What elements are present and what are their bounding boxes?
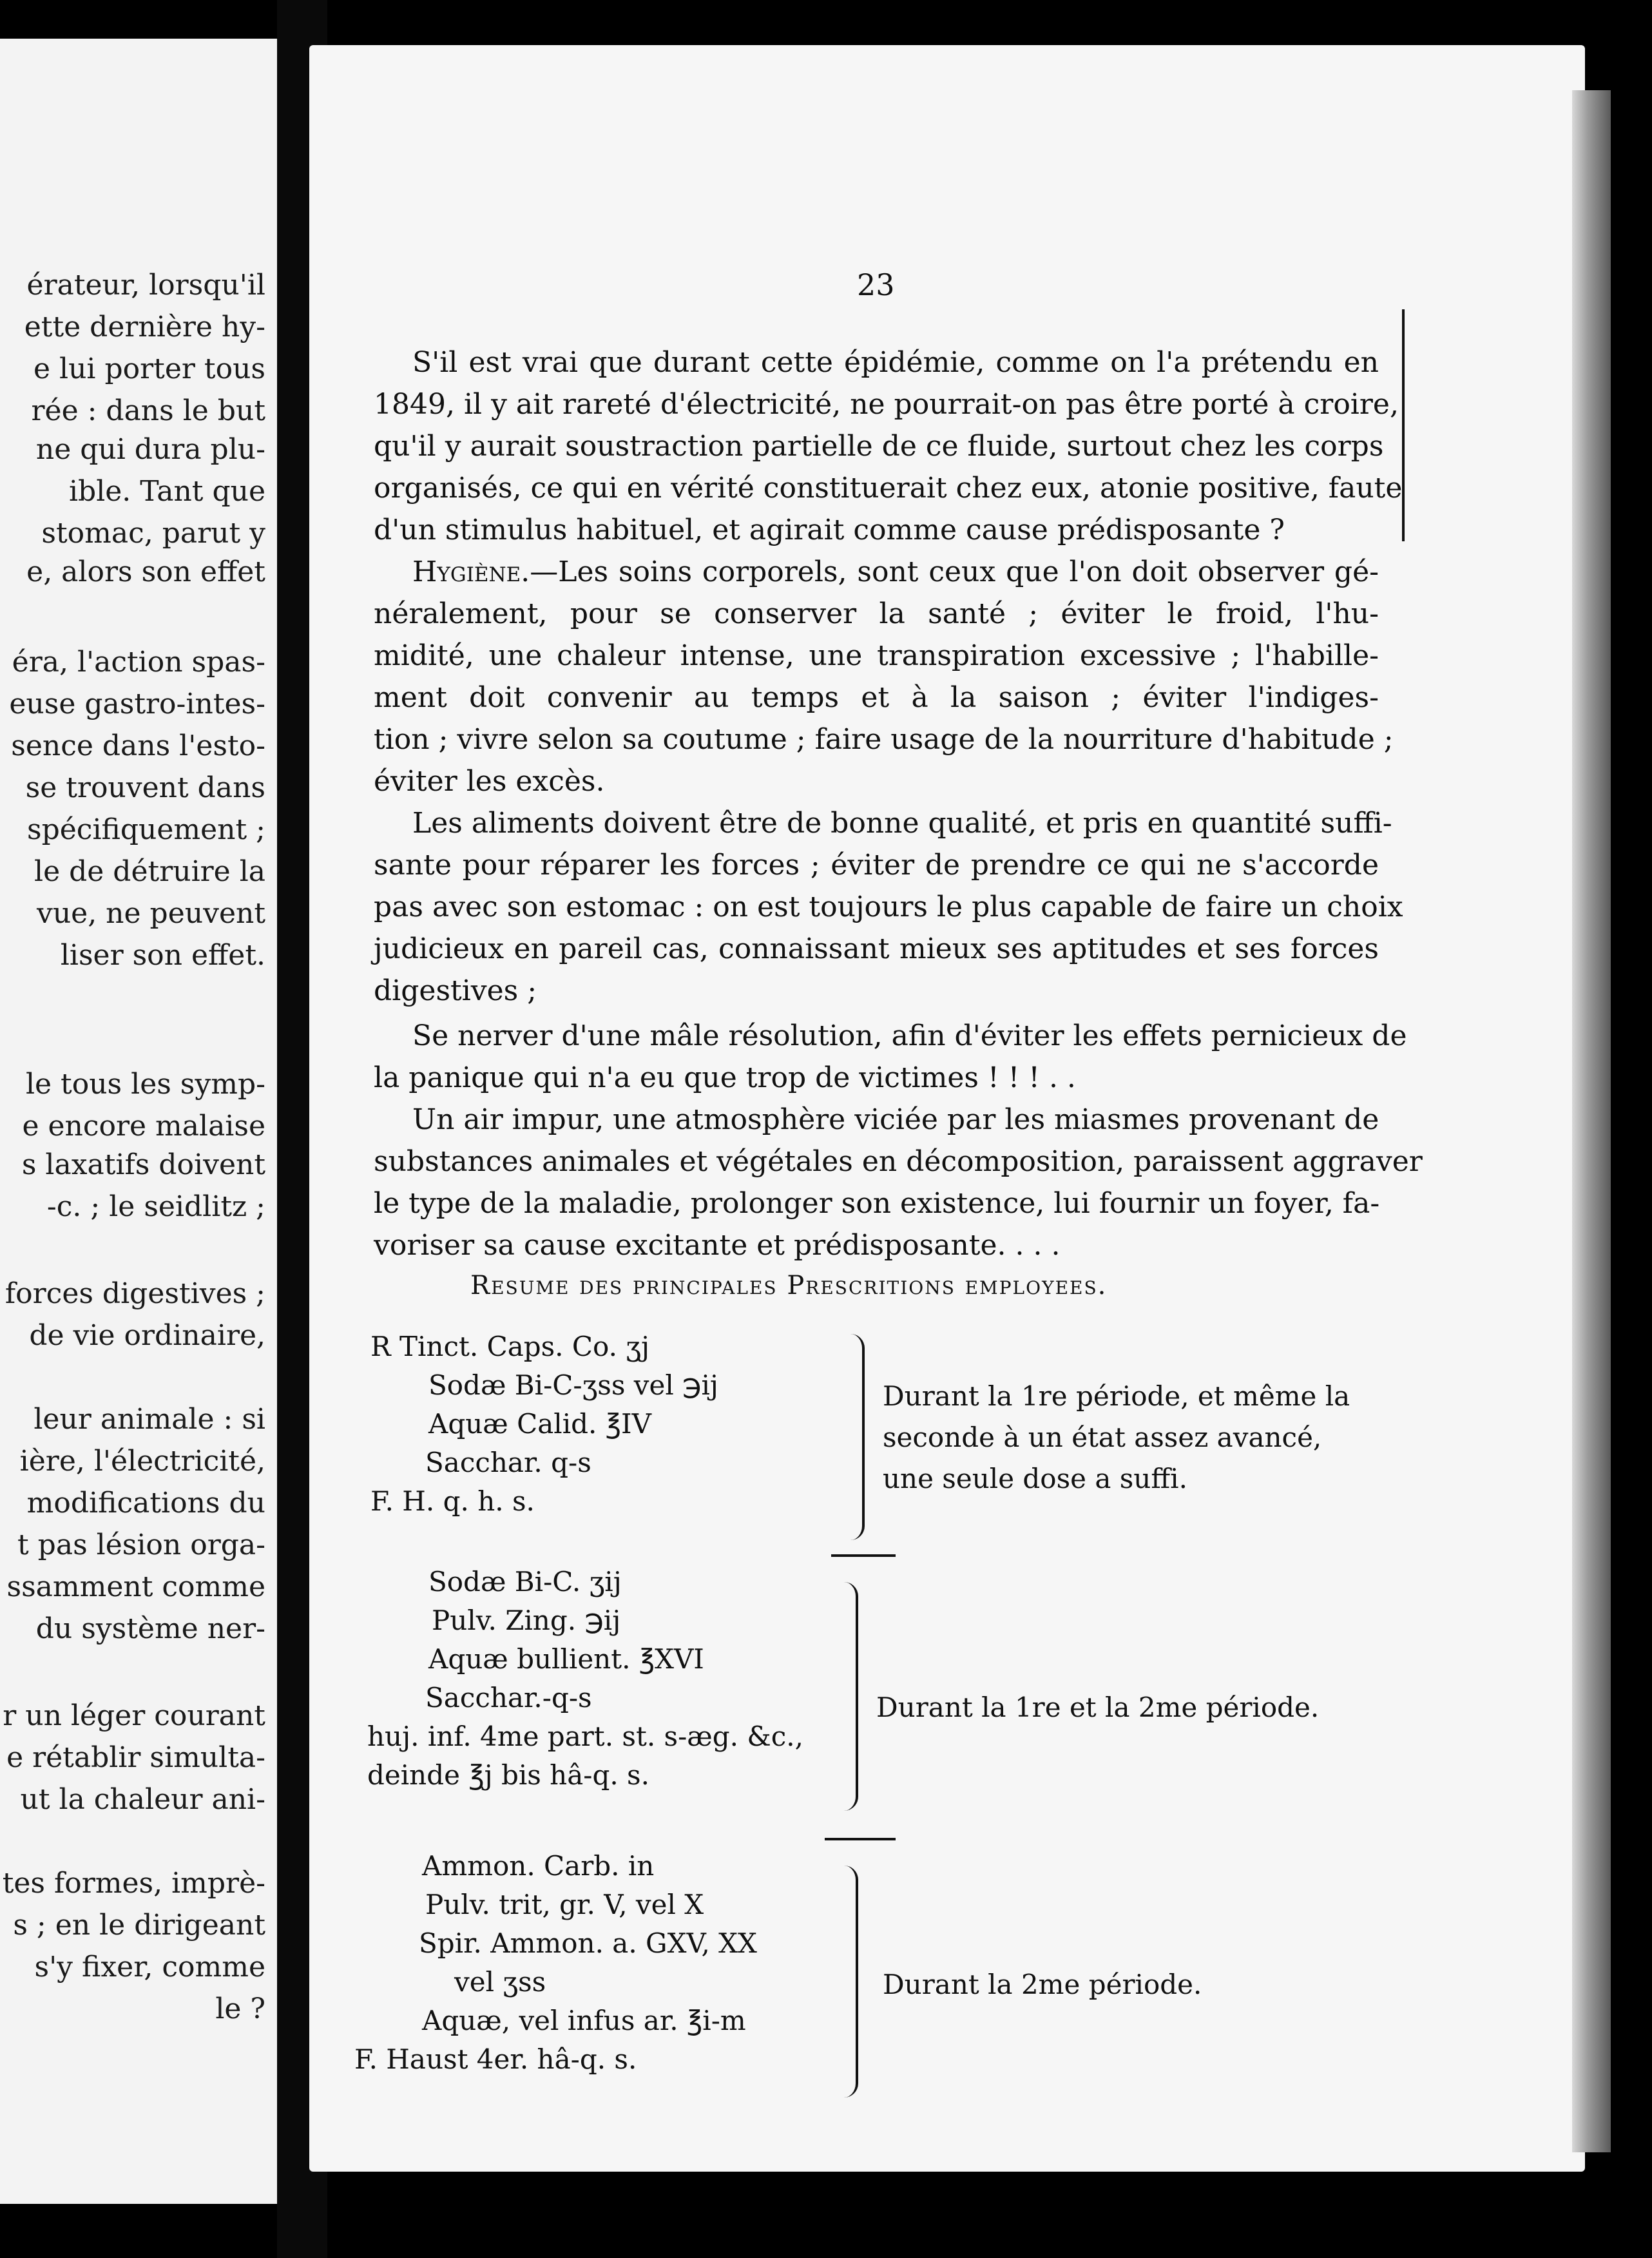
rx-line: Spir. Ammon. a. GXV, XX	[419, 1927, 757, 1959]
text-line: digestives ;	[374, 974, 537, 1007]
text-line: le type de la maladie, prolonger son existence, lui fournir un foyer, fa-	[374, 1187, 1380, 1220]
separator-rule	[831, 1554, 896, 1557]
rx-line: Sodæ Bi-C-ʒss vel ℈ij	[428, 1369, 718, 1401]
left-page-line: érateur, lorsqu'il	[26, 269, 265, 302]
left-page-line: de vie ordinaire,	[29, 1319, 265, 1352]
left-page-line: le tous les symp-	[25, 1068, 265, 1101]
left-page-line: sence dans l'esto-	[11, 729, 265, 762]
left-page-line: le de détruire la	[34, 855, 265, 888]
left-page-line: modifications du	[26, 1487, 265, 1520]
rx-line: Sacchar. q-s	[425, 1447, 591, 1478]
text-line: organisés, ce qui en vérité constituerait chez eux, atonie positive, faute	[374, 472, 1403, 505]
left-page-line: liser son effet.	[60, 939, 265, 972]
text-line	[374, 551, 1379, 593]
left-page-line: vue, ne peuvent	[36, 897, 265, 930]
paragraph-aliments	[374, 802, 1403, 1012]
left-page-line: le ?	[215, 1993, 265, 2025]
left-page-line: s laxatifs doivent	[21, 1148, 265, 1181]
rx-line: Pulv. Zing. ℈ij	[432, 1605, 621, 1636]
left-page-line: ne qui dura plu-	[35, 433, 265, 466]
text-line: voriser sa cause excitante et prédisposante. . . .	[374, 1229, 1061, 1262]
rx-line: Ammon. Carb. in	[422, 1850, 655, 1882]
margin-bracket	[1392, 309, 1405, 541]
rx-line: Aquæ Calid. ℥IV	[428, 1408, 651, 1440]
text-line: 1849, il y ait rareté d'électricité, ne pourrait-on pas être porté à croire,	[374, 388, 1399, 421]
left-page	[0, 39, 277, 2204]
section-label: Hygiène.	[412, 555, 530, 588]
curly-brace	[850, 1334, 865, 1540]
note-line: Durant la 1re et la 2me période.	[876, 1692, 1320, 1723]
text-line: midité, une chaleur intense, une transpiration excessive ; l'habille-	[374, 639, 1379, 672]
section-heading: Resume des principales Prescritions employees.	[470, 1271, 1108, 1300]
text-line: qu'il y aurait soustraction partielle de ce fluide, surtout chez les corps	[374, 430, 1384, 463]
left-page-line: ette dernière hy-	[24, 311, 265, 343]
note-line: Durant la 2me période.	[883, 1969, 1202, 2000]
note-line: seconde à un état assez avancé,	[883, 1422, 1322, 1453]
rx-line: deinde ℥j bis hâ-q. s.	[367, 1759, 649, 1791]
left-page-line: se trouvent dans	[25, 771, 265, 804]
text-line: pas avec son estomac : on est toujours le plus capable de faire un choix	[374, 891, 1403, 923]
left-page-line: ible. Tant que	[68, 475, 265, 508]
page-number: 23	[857, 267, 895, 302]
left-page-line: e, alors son effet	[26, 555, 265, 588]
text-line: d'un stimulus habituel, et agirait comme cause prédisposante ?	[374, 514, 1285, 546]
left-page-line: s'y fixer, comme	[34, 1951, 265, 1983]
paragraph-air	[374, 1099, 1423, 1266]
left-page-line: r un léger courant	[3, 1699, 265, 1732]
text-line: éviter les excès.	[374, 765, 605, 798]
left-page-line: e encore malaise	[22, 1110, 265, 1143]
left-page-line: e rétablir simulta-	[6, 1741, 265, 1774]
prescription-2	[367, 1563, 803, 1795]
note-line: une seule dose a suffi.	[883, 1463, 1187, 1494]
curly-brace	[844, 1582, 858, 1811]
left-page-line: du système ner-	[35, 1612, 265, 1645]
text-line: tion ; vivre selon sa coutume ; faire usage de la nourriture d'habitude ;	[374, 723, 1394, 756]
left-page-line: tes formes, imprè-	[2, 1867, 265, 1900]
paragraph-hygiene	[374, 551, 1394, 802]
rx-line: Sacchar.-q-s	[425, 1682, 592, 1713]
left-page-line: forces digestives ;	[5, 1277, 265, 1310]
rx-line: R Tinct. Caps. Co. ʒj	[370, 1331, 650, 1362]
text-line: sante pour réparer les forces ; éviter de prendre ce qui ne s'accorde	[374, 849, 1379, 882]
rx-line: Pulv. trit, gr. V, vel X	[425, 1889, 704, 1920]
paragraph-resolution	[374, 1015, 1407, 1099]
text-line: néralement, pour se conserver la santé ; éviter le froid, l'hu-	[374, 597, 1379, 630]
text-line: substances animales et végétales en décomposition, paraissent aggraver	[374, 1145, 1423, 1178]
left-page-line: spécifiquement ;	[27, 813, 265, 846]
rx-line: F. H. q. h. s.	[370, 1485, 535, 1517]
text-line: ment doit convenir au temps et à la saison ; éviter l'indiges-	[374, 681, 1379, 714]
text-line: la panique qui n'a eu que trop de victimes ! ! ! . .	[374, 1061, 1076, 1094]
left-page-line: s ; en le dirigeant	[13, 1909, 265, 1942]
text-line-rest: —Les soins corporels, sont ceux que l'on doit observer gé-	[530, 555, 1379, 588]
text-line: Se nerver d'une mâle résolution, afin d'éviter les effets pernicieux de	[412, 1019, 1407, 1052]
rx-line: vel ʒss	[454, 1966, 546, 1998]
page-edge-shadow	[1572, 90, 1611, 2152]
curly-brace	[844, 1866, 858, 2098]
left-page-line: -c. ; le seidlitz ;	[46, 1190, 265, 1223]
note-line: Durant la 1re période, et même la	[883, 1380, 1350, 1412]
left-page-line: stomac, parut y	[41, 517, 265, 550]
rx-line: huj. inf. 4me part. st. s-æg. &c.,	[367, 1721, 803, 1752]
left-page-line: euse gastro-intes-	[9, 688, 265, 720]
prescription-1	[370, 1327, 718, 1521]
left-page-line: e lui porter tous	[33, 352, 265, 385]
left-page-line: ière, l'électricité,	[19, 1445, 265, 1478]
separator-rule	[825, 1838, 896, 1840]
text-line: judicieux en pareil cas, connaissant mieux ses aptitudes et ses forces	[374, 932, 1379, 965]
left-page-line: t pas lésion orga-	[17, 1529, 265, 1561]
rx-line: Aquæ, vel infus ar. ℥i-m	[422, 2005, 746, 2036]
rx-line: Sodæ Bi-C. ʒij	[428, 1566, 622, 1597]
rx-line: Aquæ bullient. ℥XVI	[428, 1643, 704, 1675]
prescription-note	[876, 1687, 1319, 1728]
left-page-line: éra, l'action spas-	[12, 646, 265, 679]
left-page-line: ssamment comme	[6, 1570, 265, 1603]
text-line: Les aliments doivent être de bonne qualité, et pris en quantité suffi-	[412, 807, 1392, 840]
paragraph-1	[374, 342, 1403, 551]
prescription-3	[354, 1847, 757, 2079]
text-line: Un air impur, une atmosphère viciée par les miasmes provenant de	[412, 1103, 1379, 1136]
prescription-note	[883, 1964, 1202, 2005]
left-page-line: rée : dans le but	[31, 394, 265, 427]
text-line: S'il est vrai que durant cette épidémie, comme on l'a prétendu en	[412, 346, 1379, 379]
rx-line: F. Haust 4er. hâ-q. s.	[354, 2043, 637, 2075]
left-page-line: ut la chaleur ani-	[20, 1783, 265, 1816]
prescription-note	[883, 1376, 1350, 1500]
left-page-line: leur animale : si	[34, 1403, 265, 1436]
